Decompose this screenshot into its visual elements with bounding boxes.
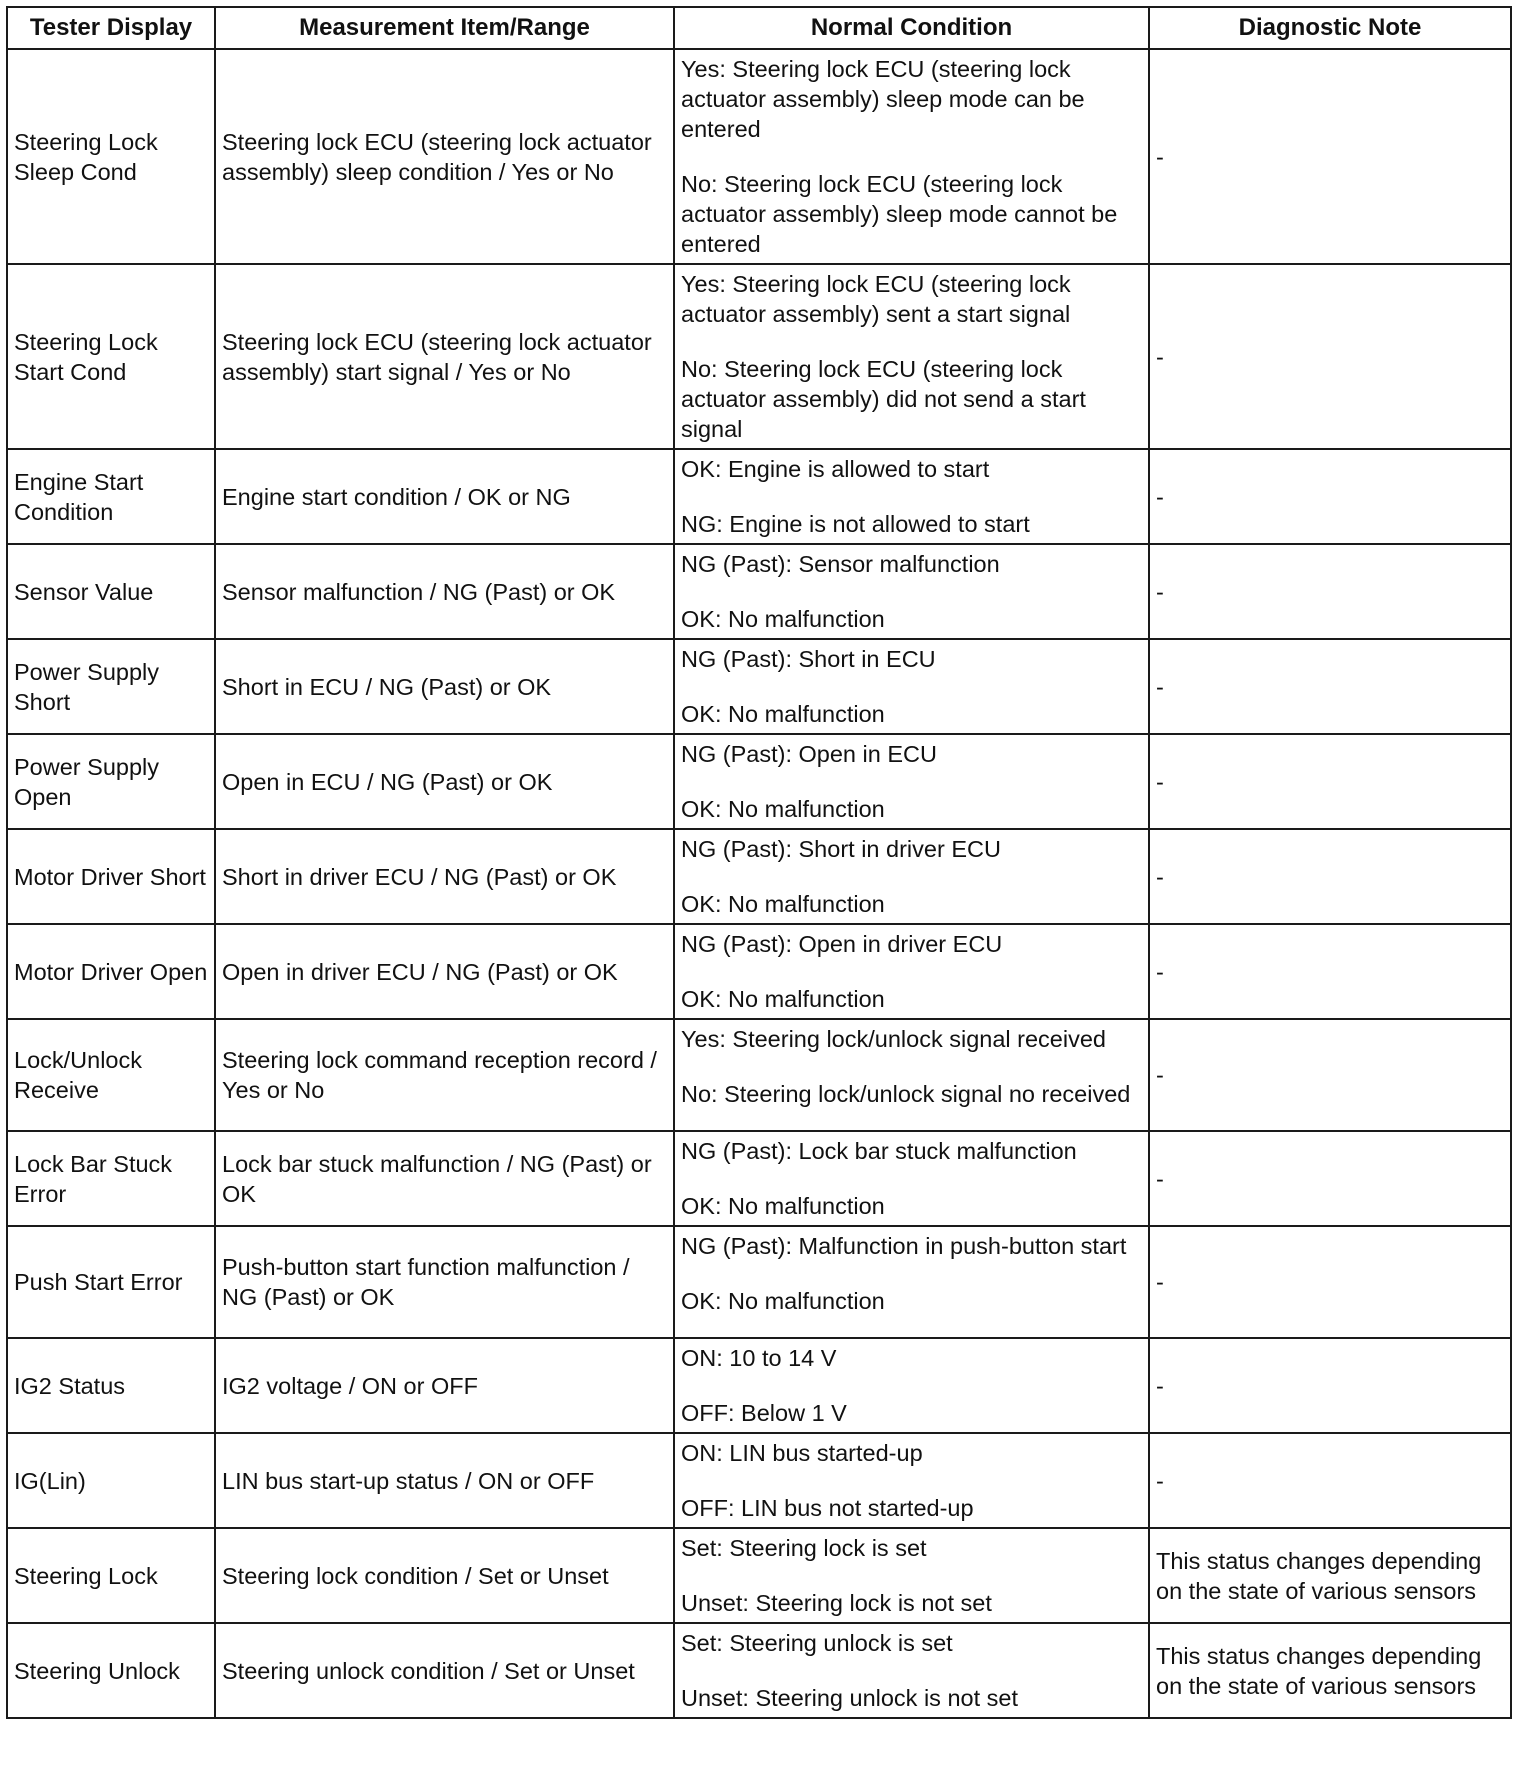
tester-display-cell: Motor Driver Open (7, 924, 215, 1019)
condition-line: OFF: Below 1 V (681, 1400, 847, 1426)
condition-line: Set: Steering unlock is set (681, 1630, 953, 1656)
table-header (7, 7, 1511, 49)
condition-line: OK: No malfunction (681, 986, 885, 1012)
measurement-item-cell: Lock bar stuck malfunction / NG (Past) or OK (215, 1131, 674, 1226)
tester-display-cell: Push Start Error (7, 1226, 215, 1338)
table-row (7, 734, 1511, 829)
condition-line: Yes: Steering lock ECU (steering lock actuator assembly) sent a start signal (681, 271, 1071, 327)
condition-line: NG (Past): Short in driver ECU (681, 836, 1001, 862)
measurement-item-cell: Open in driver ECU / NG (Past) or OK (215, 924, 674, 1019)
tester-display-cell: Steering Lock Start Cond (7, 264, 215, 449)
table-row (7, 829, 1511, 924)
condition-line: NG (Past): Open in driver ECU (681, 931, 1003, 957)
table-row (7, 1528, 1511, 1623)
table-row (7, 639, 1511, 734)
tester-display-cell: Motor Driver Short (7, 829, 215, 924)
header-normal-condition: Normal Condition (674, 7, 1149, 49)
condition-line: OK: No malfunction (681, 1288, 885, 1314)
measurement-item-cell: Engine start condition / OK or NG (215, 449, 674, 544)
normal-condition-cell (674, 1019, 1149, 1131)
header-tester-display: Tester Display (7, 7, 215, 49)
diagnostic-note-cell: - (1149, 1433, 1511, 1528)
measurement-item-cell: Steering lock ECU (steering lock actuator assembly) start signal / Yes or No (215, 264, 674, 449)
condition-line: ON: 10 to 14 V (681, 1345, 837, 1371)
diagnostic-note-cell: - (1149, 264, 1511, 449)
condition-line: No: Steering lock ECU (steering lock actuator assembly) sleep mode cannot be entered (681, 171, 1118, 257)
condition-line: NG (Past): Open in ECU (681, 741, 937, 767)
condition-line: Yes: Steering lock/unlock signal received (681, 1026, 1106, 1052)
condition-line: NG (Past): Malfunction in push-button start (681, 1233, 1127, 1259)
table-row (7, 1338, 1511, 1433)
measurement-item-cell: Short in ECU / NG (Past) or OK (215, 639, 674, 734)
condition-line: OK: No malfunction (681, 606, 885, 632)
condition-line: Set: Steering lock is set (681, 1535, 927, 1561)
measurement-item-cell: LIN bus start-up status / ON or OFF (215, 1433, 674, 1528)
normal-condition-cell (674, 1338, 1149, 1433)
tester-display-cell: IG2 Status (7, 1338, 215, 1433)
measurement-item-cell: Short in driver ECU / NG (Past) or OK (215, 829, 674, 924)
normal-condition-cell (674, 924, 1149, 1019)
normal-condition-cell (674, 264, 1149, 449)
table-row (7, 449, 1511, 544)
table-row (7, 1019, 1511, 1131)
normal-condition-cell (674, 449, 1149, 544)
normal-condition-cell (674, 639, 1149, 734)
condition-line: OK: No malfunction (681, 1193, 885, 1219)
table-row (7, 1131, 1511, 1226)
condition-line: OK: No malfunction (681, 891, 885, 917)
diagnostic-note-cell: - (1149, 639, 1511, 734)
table-row (7, 49, 1511, 264)
diagnostic-note-cell: - (1149, 734, 1511, 829)
measurement-item-cell: Sensor malfunction / NG (Past) or OK (215, 544, 674, 639)
condition-line: NG (Past): Short in ECU (681, 646, 936, 672)
diagnostic-note-cell: - (1149, 49, 1511, 264)
diagnostic-note-cell: This status changes depending on the state of various sensors (1149, 1623, 1511, 1718)
condition-line: NG: Engine is not allowed to start (681, 511, 1030, 537)
condition-line: NG (Past): Sensor malfunction (681, 551, 1000, 577)
measurement-item-cell: Steering lock ECU (steering lock actuator assembly) sleep condition / Yes or No (215, 49, 674, 264)
tester-display-cell: Steering Lock (7, 1528, 215, 1623)
normal-condition-cell (674, 1131, 1149, 1226)
table-row (7, 1623, 1511, 1718)
condition-line: Unset: Steering lock is not set (681, 1590, 992, 1616)
normal-condition-cell (674, 1623, 1149, 1718)
tester-display-cell: Power Supply Short (7, 639, 215, 734)
tester-display-cell: Engine Start Condition (7, 449, 215, 544)
tester-data-table (6, 6, 1512, 1719)
tester-display-cell: Steering Lock Sleep Cond (7, 49, 215, 264)
diagnostic-note-cell: - (1149, 449, 1511, 544)
diagnostic-note-cell: - (1149, 1131, 1511, 1226)
tester-display-cell: Sensor Value (7, 544, 215, 639)
condition-line: OK: No malfunction (681, 796, 885, 822)
tester-display-cell: Power Supply Open (7, 734, 215, 829)
normal-condition-cell (674, 829, 1149, 924)
header-row (7, 7, 1511, 49)
condition-line: OFF: LIN bus not started-up (681, 1495, 974, 1521)
measurement-item-cell: Push-button start function malfunction / NG (Past) or OK (215, 1226, 674, 1338)
measurement-item-cell: Steering unlock condition / Set or Unset (215, 1623, 674, 1718)
condition-line: OK: No malfunction (681, 701, 885, 727)
table-row (7, 924, 1511, 1019)
table-row (7, 544, 1511, 639)
header-measurement-item: Measurement Item/Range (215, 7, 674, 49)
diagnostic-note-cell: - (1149, 924, 1511, 1019)
tester-display-cell: Lock/Unlock Receive (7, 1019, 215, 1131)
header-diagnostic-note: Diagnostic Note (1149, 7, 1511, 49)
condition-line: ON: LIN bus started-up (681, 1440, 923, 1466)
condition-line: Unset: Steering unlock is not set (681, 1685, 1019, 1711)
diagnostic-note-cell: - (1149, 1226, 1511, 1338)
condition-line: OK: Engine is allowed to start (681, 456, 990, 482)
diagnostic-note-cell: - (1149, 1019, 1511, 1131)
normal-condition-cell (674, 544, 1149, 639)
normal-condition-cell (674, 1528, 1149, 1623)
measurement-item-cell: Steering lock command reception record / Yes or No (215, 1019, 674, 1131)
condition-line: No: Steering lock ECU (steering lock actuator assembly) did not send a start signal (681, 356, 1086, 442)
diagnostic-note-cell: - (1149, 829, 1511, 924)
condition-line: NG (Past): Lock bar stuck malfunction (681, 1138, 1077, 1164)
table-body (7, 49, 1511, 1718)
table-row (7, 1226, 1511, 1338)
condition-line: No: Steering lock/unlock signal no received (681, 1081, 1131, 1107)
tester-display-cell: Lock Bar Stuck Error (7, 1131, 215, 1226)
normal-condition-cell (674, 734, 1149, 829)
normal-condition-cell (674, 1226, 1149, 1338)
table-row (7, 1433, 1511, 1528)
normal-condition-cell (674, 1433, 1149, 1528)
data-list-sheet (6, 6, 1510, 1719)
condition-line: Yes: Steering lock ECU (steering lock actuator assembly) sleep mode can be entered (681, 56, 1085, 142)
diagnostic-note-cell: - (1149, 544, 1511, 639)
tester-display-cell: Steering Unlock (7, 1623, 215, 1718)
normal-condition-cell (674, 49, 1149, 264)
tester-display-cell: IG(Lin) (7, 1433, 215, 1528)
measurement-item-cell: Open in ECU / NG (Past) or OK (215, 734, 674, 829)
measurement-item-cell: Steering lock condition / Set or Unset (215, 1528, 674, 1623)
table-row (7, 264, 1511, 449)
measurement-item-cell: IG2 voltage / ON or OFF (215, 1338, 674, 1433)
diagnostic-note-cell: This status changes depending on the state of various sensors (1149, 1528, 1511, 1623)
diagnostic-note-cell: - (1149, 1338, 1511, 1433)
